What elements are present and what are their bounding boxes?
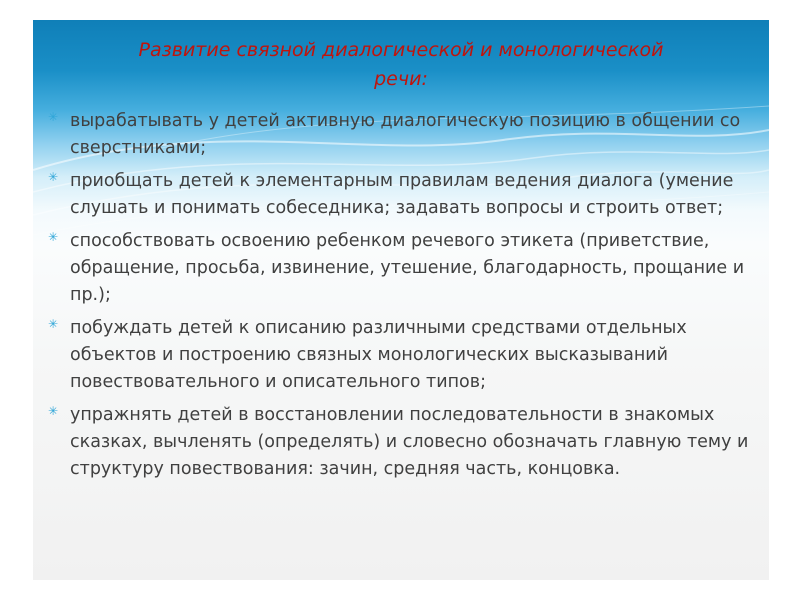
list-item-text: приобщать детей к элементарным правилам ведения диалога (умение слушать и понимать собеседника; задавать вопросы и строить ответ;: [70, 171, 734, 218]
asterisk-bullet-icon: ✳: [48, 317, 59, 331]
list-item: [48, 228, 760, 309]
slide-title: [33, 36, 769, 94]
asterisk-bullet-icon: ✳: [48, 404, 59, 418]
list-item: [48, 168, 760, 222]
asterisk-bullet-icon: ✳: [48, 110, 59, 124]
bullet-list: [48, 108, 760, 489]
list-item-text: побуждать детей к описанию различными средствами отдельных объектов и построению связных монологических высказываний повествовательного и описательного типов;: [70, 318, 687, 392]
asterisk-bullet-icon: ✳: [48, 230, 59, 244]
list-item: [48, 402, 760, 483]
list-item-text: вырабатывать у детей активную диалогическую позицию в общении со сверстниками;: [70, 111, 741, 158]
list-item: [48, 108, 760, 162]
slide-title-line: речи:: [374, 68, 428, 90]
list-item-text: способствовать освоению ребенком речевого этикета (приветствие, обращение, просьба, извинение, утешение, благодарность, прощание и пр.);: [70, 231, 745, 305]
asterisk-bullet-icon: ✳: [48, 170, 59, 184]
list-item-text: упражнять детей в восстановлении последовательности в знакомых сказках, вычленять (определять) и словесно обозначать главную тему и структуру повествования: зачин, средняя часть, концовка.: [70, 405, 749, 479]
slide-title-line: Развитие связной диалогической и монологической: [138, 39, 664, 61]
list-item: [48, 315, 760, 396]
